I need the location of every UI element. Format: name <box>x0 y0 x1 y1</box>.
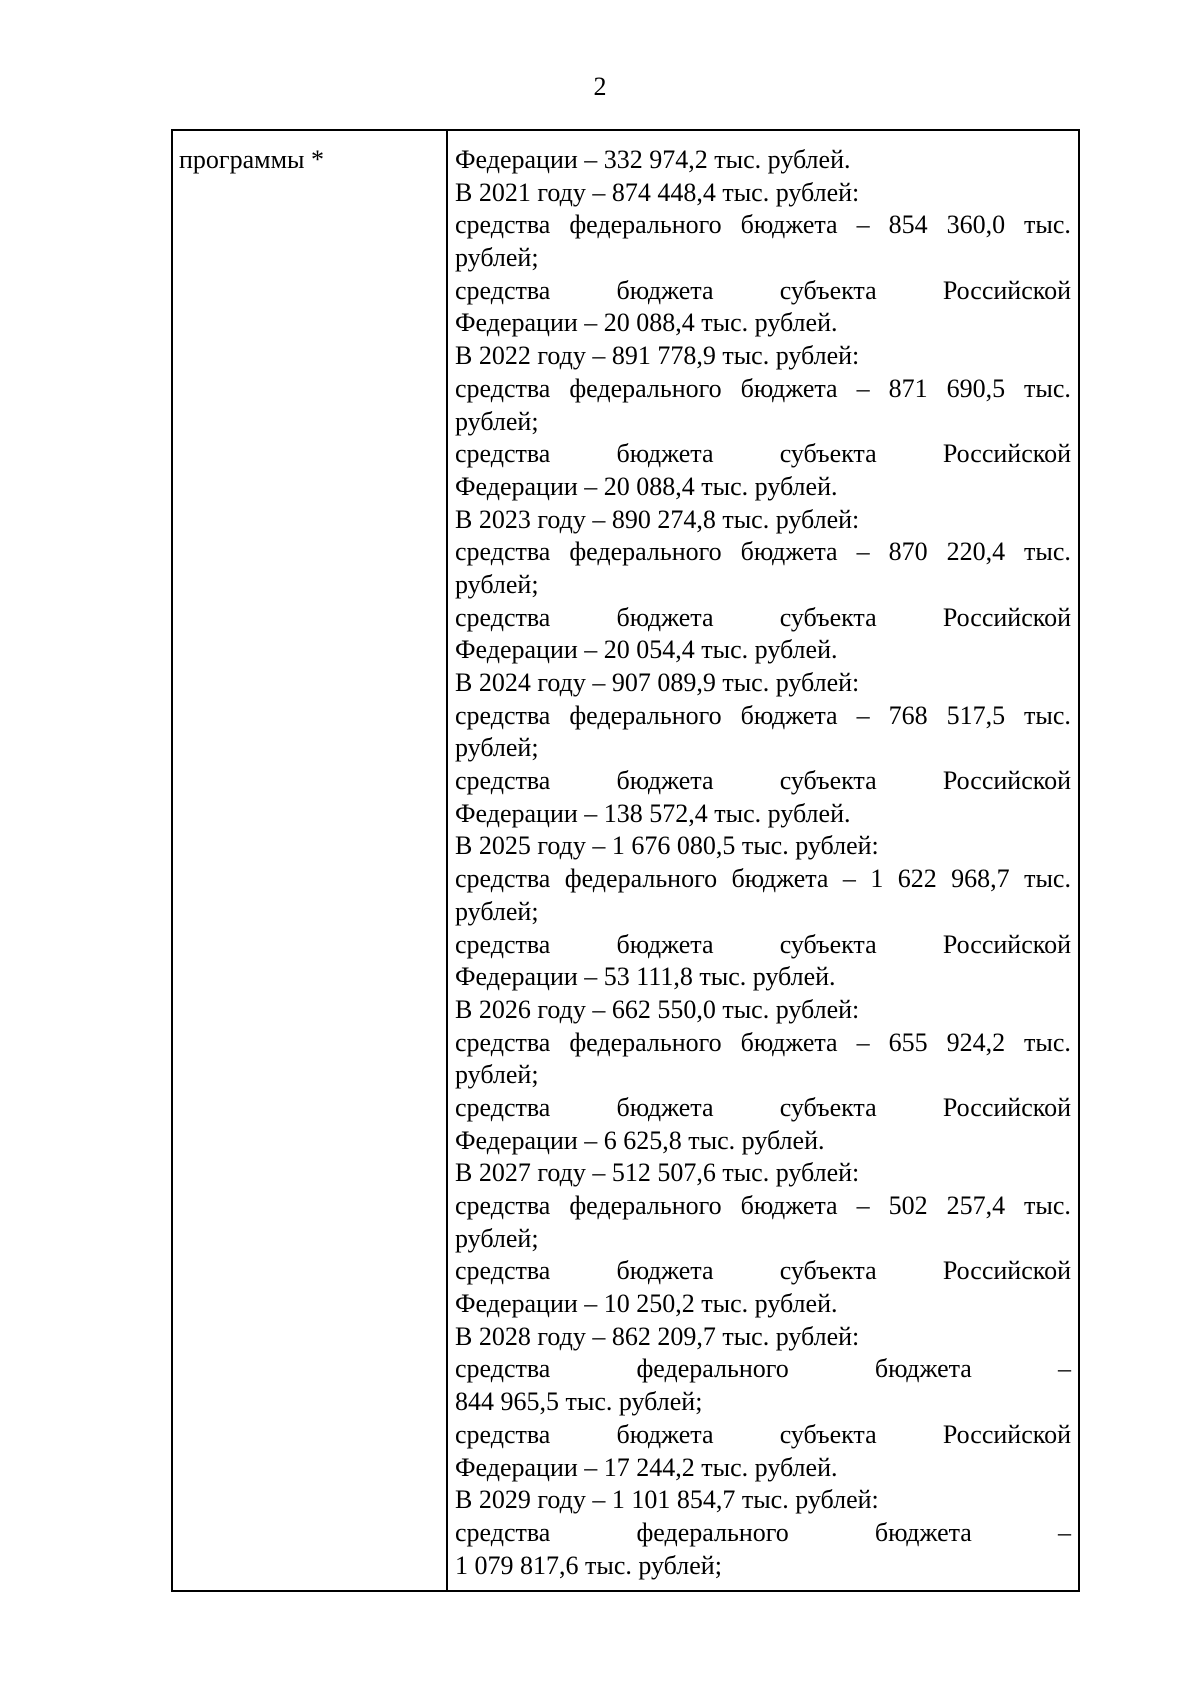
text-line: В 2024 году – 907 089,9 тыс. рублей: <box>455 668 860 697</box>
text-line: В 2022 году – 891 778,9 тыс. рублей: <box>455 341 860 371</box>
text-word: средства <box>455 1517 551 1547</box>
text-word: субъекта <box>779 275 877 305</box>
text-line <box>455 1027 1071 1060</box>
text-word: субъекта <box>779 1256 877 1286</box>
text-word: тыс. <box>1024 210 1071 240</box>
text-word: 655 <box>888 1027 928 1057</box>
text-word: бюджета <box>740 210 838 240</box>
text-word: 257,4 <box>946 1191 1006 1220</box>
text-line <box>455 1353 1071 1386</box>
text-word: Российской <box>942 1092 1071 1122</box>
right-cell-text <box>455 144 1071 1582</box>
text-word: – <box>856 210 870 240</box>
text-word: федерального <box>569 210 722 240</box>
text-word: средства <box>455 1191 551 1220</box>
text-line: Федерации – 20 088,4 тыс. рублей. <box>455 308 838 338</box>
text-word: Российской <box>942 275 1071 305</box>
text-line: Федерации – 53 111,8 тыс. рублей. <box>455 962 836 992</box>
text-line: Федерации – 20 088,4 тыс. рублей. <box>455 471 838 501</box>
text-line <box>455 1092 1071 1125</box>
text-word: средства <box>455 602 551 632</box>
text-word: федерального <box>569 700 722 730</box>
text-word: Российской <box>942 929 1071 959</box>
left-cell-text: программы * <box>179 145 324 174</box>
text-word: средства <box>455 537 551 567</box>
text-word: бюджета <box>740 373 838 403</box>
text-line <box>455 536 1071 569</box>
page-number: 2 <box>593 72 607 101</box>
text-word: тыс. <box>1024 537 1071 567</box>
text-line: 844 965,5 тыс. рублей; <box>455 1387 703 1417</box>
text-line: Федерации – 332 974,2 тыс. рублей. <box>455 145 851 174</box>
text-line: В 2029 году – 1 101 854,7 тыс. рублей: <box>455 1485 879 1515</box>
text-line <box>455 1517 1071 1550</box>
text-word: – <box>856 1191 870 1220</box>
text-word: средства <box>455 1027 551 1057</box>
text-word: 360,0 <box>946 210 1006 240</box>
right-cell <box>447 130 1079 1591</box>
text-word: бюджета <box>616 602 714 632</box>
text-word: федерального <box>636 1517 789 1547</box>
text-word: средства <box>455 864 551 894</box>
text-word: бюджета <box>740 700 838 730</box>
text-word: Российской <box>942 1256 1071 1286</box>
text-line <box>455 1190 1071 1223</box>
text-word: федерального <box>569 1027 722 1057</box>
text-line: рублей; <box>455 733 539 763</box>
text-line <box>455 700 1071 733</box>
funding-table <box>171 129 1080 1592</box>
text-word: тыс. <box>1024 373 1071 403</box>
text-line: В 2021 году – 874 448,4 тыс. рублей: <box>455 177 860 207</box>
text-word: 1 <box>870 864 884 894</box>
text-word: средства <box>455 929 551 959</box>
text-line: В 2028 году – 862 209,7 тыс. рублей: <box>455 1321 860 1351</box>
text-word: бюджета <box>731 864 829 894</box>
text-word: бюджета <box>874 1517 972 1547</box>
text-word: субъекта <box>779 1419 877 1449</box>
text-word: федерального <box>636 1354 789 1384</box>
text-word: 871 <box>888 373 928 403</box>
text-word: бюджета <box>616 1419 714 1449</box>
text-word: бюджета <box>616 275 714 305</box>
text-line: В 2025 году – 1 676 080,5 тыс. рублей: <box>455 831 879 861</box>
text-line: Федерации – 10 250,2 тыс. рублей. <box>455 1289 838 1319</box>
text-word: 968,7 <box>951 864 1010 894</box>
text-word: средства <box>455 275 551 305</box>
text-line <box>455 373 1071 406</box>
text-word: 854 <box>888 210 928 240</box>
text-word: бюджета <box>874 1354 972 1384</box>
text-word: средства <box>455 700 551 730</box>
text-line: 1 079 817,6 тыс. рублей; <box>455 1550 722 1580</box>
text-word: средства <box>455 210 551 240</box>
text-line: Федерации – 6 625,8 тыс. рублей. <box>455 1125 825 1155</box>
text-word: бюджета <box>740 1027 838 1057</box>
text-word: бюджета <box>616 439 714 469</box>
text-line: Федерации – 17 244,2 тыс. рублей. <box>455 1452 838 1482</box>
text-line <box>455 275 1071 308</box>
text-word: тыс. <box>1024 864 1071 894</box>
text-word: 690,5 <box>946 373 1006 403</box>
text-word: бюджета <box>616 1092 714 1122</box>
text-line <box>455 929 1071 962</box>
text-word: федерального <box>564 864 718 894</box>
text-line <box>455 863 1071 896</box>
text-word: бюджета <box>740 537 838 567</box>
table-row <box>172 130 1079 1591</box>
text-word: бюджета <box>616 766 714 796</box>
text-word: субъекта <box>779 766 877 796</box>
text-word: федерального <box>569 1191 722 1220</box>
text-word: 502 <box>888 1191 928 1220</box>
text-line <box>455 438 1071 471</box>
text-word: средства <box>455 373 551 403</box>
text-word: средства <box>455 1354 551 1384</box>
text-word: субъекта <box>779 1092 877 1122</box>
text-word: 220,4 <box>946 537 1006 567</box>
text-word: федерального <box>569 373 722 403</box>
text-word: Российской <box>942 602 1071 632</box>
left-cell <box>172 130 447 1591</box>
text-line: рублей; <box>455 896 539 926</box>
text-word: 768 <box>888 700 928 730</box>
text-word: – <box>842 864 856 894</box>
text-word: тыс. <box>1024 1191 1071 1220</box>
text-line: рублей; <box>455 1223 539 1253</box>
text-word: субъекта <box>779 439 877 469</box>
text-word: тыс. <box>1024 700 1071 730</box>
text-line: Федерации – 20 054,4 тыс. рублей. <box>455 635 838 665</box>
text-word: средства <box>455 439 551 469</box>
text-word: – <box>856 700 870 730</box>
text-line <box>455 1255 1071 1288</box>
text-word: тыс. <box>1024 1027 1071 1057</box>
text-word: Российской <box>942 766 1071 796</box>
text-line: рублей; <box>455 406 539 436</box>
text-word: субъекта <box>779 602 877 632</box>
text-word: – <box>856 373 870 403</box>
text-line <box>455 602 1071 635</box>
text-word: Российской <box>942 439 1071 469</box>
text-word: федерального <box>569 537 722 567</box>
text-word: Российской <box>942 1419 1071 1449</box>
text-word: средства <box>455 766 551 796</box>
text-line <box>455 765 1071 798</box>
text-word: 622 <box>897 864 937 894</box>
text-word: – <box>856 1027 870 1057</box>
text-word: бюджета <box>616 929 714 959</box>
text-line <box>455 209 1071 242</box>
text-word: 924,2 <box>946 1027 1006 1057</box>
text-line: В 2026 году – 662 550,0 тыс. рублей: <box>455 994 860 1024</box>
text-word: 517,5 <box>946 700 1006 730</box>
text-line: В 2027 году – 512 507,6 тыс. рублей: <box>455 1158 860 1188</box>
text-word: бюджета <box>740 1191 838 1220</box>
text-word: средства <box>455 1092 551 1122</box>
text-word: – <box>1057 1517 1071 1547</box>
text-word: средства <box>455 1419 551 1449</box>
text-line: Федерации – 138 572,4 тыс. рублей. <box>455 798 851 828</box>
text-word: средства <box>455 1256 551 1286</box>
text-line: В 2023 году – 890 274,8 тыс. рублей: <box>455 504 860 534</box>
text-word: 870 <box>888 537 928 567</box>
text-line <box>455 1419 1071 1452</box>
text-line: рублей; <box>455 243 539 273</box>
text-line: рублей; <box>455 569 539 599</box>
text-word: бюджета <box>616 1256 714 1286</box>
text-word: субъекта <box>779 929 877 959</box>
text-word: – <box>1057 1354 1071 1384</box>
text-line: рублей; <box>455 1060 539 1090</box>
text-word: – <box>856 537 870 567</box>
